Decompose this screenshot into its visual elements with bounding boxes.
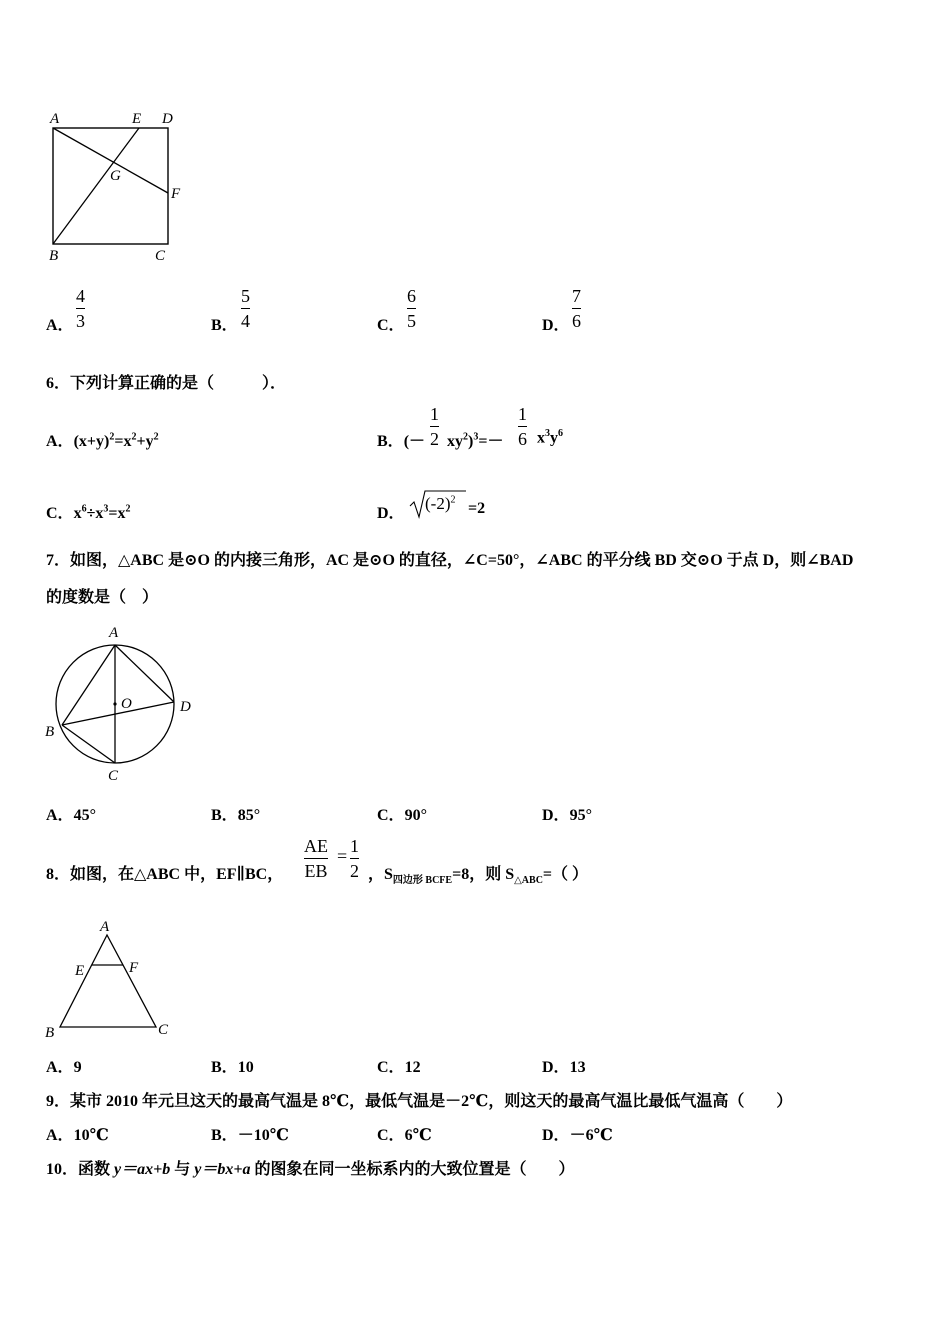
line-ab <box>62 645 115 725</box>
label-d: D <box>180 699 191 715</box>
q8-option-c[interactable]: C．12 <box>377 1059 421 1076</box>
q8-stem-rest: ，$S_{四边形 BCFE}=8$，则 $S_{\triangle ABC}=$（ ） <box>368 866 589 887</box>
triangle-abc <box>60 935 156 1027</box>
q9-option-a[interactable]: A．10℃ <box>46 1127 109 1144</box>
label-c: C <box>155 248 166 264</box>
q6-option-b-tail: $x^3y^6$ <box>537 428 563 447</box>
q5-option-b[interactable]: B． <box>211 317 238 334</box>
label-c: C <box>108 768 119 784</box>
square-abcd <box>53 128 168 244</box>
line-bd <box>62 702 174 725</box>
q6-option-d-result: =2 <box>468 500 486 517</box>
q8-half-fraction: 1 2 <box>350 836 359 881</box>
q6-option-c[interactable]: C．$x^6\div x^3=x^2$ <box>46 503 131 522</box>
q5-option-d[interactable]: D． <box>542 317 570 334</box>
q6-option-b-frac1: 1 2 <box>430 404 439 449</box>
q9-option-c[interactable]: C．6℃ <box>377 1127 432 1144</box>
q6-stem: 6．下列计算正确的是（ ）． <box>46 375 287 392</box>
q6-option-b[interactable]: B．(－ <box>377 433 426 450</box>
q7-option-b[interactable]: B．85° <box>211 807 261 824</box>
q7-stem-line1: 7．如图，△ABC 是⊙O 的内接三角形，AC 是⊙O 的直径，∠C=50°，∠ABC 的平分线 BD 交⊙O 于点 D，则∠BAD <box>46 552 854 569</box>
label-a: A <box>109 625 119 641</box>
label-b: B <box>45 1025 55 1041</box>
label-b: B <box>49 248 59 264</box>
line-be <box>53 128 139 244</box>
q5-option-b-fraction: 5 4 <box>241 286 250 331</box>
q8-option-b[interactable]: B．10 <box>211 1059 254 1076</box>
q8-equals: = <box>337 846 348 866</box>
q5-option-c-fraction: 6 5 <box>407 286 416 331</box>
label-a: A <box>100 919 110 935</box>
label-f: F <box>171 186 181 202</box>
label-d: D <box>162 111 173 127</box>
q5-option-c[interactable]: C． <box>377 317 405 334</box>
label-c: C <box>158 1022 169 1038</box>
q6-option-b-frac2: 1 6 <box>518 404 527 449</box>
q5-option-a-fraction: 4 3 <box>76 286 85 331</box>
q9-option-d[interactable]: D．－6℃ <box>542 1127 613 1144</box>
label-b: B <box>45 724 55 740</box>
q7-circle-figure <box>40 620 210 785</box>
q6-option-b-rest: $xy^2)^3=-$ <box>447 431 504 450</box>
q8-ratio-fraction: AE EB <box>304 836 328 881</box>
q7-option-c[interactable]: C．90° <box>377 807 427 824</box>
q8-triangle-figure <box>40 915 180 1045</box>
q10-stem: 10．函数 y＝ax+b 与 y＝bx+a 的图象在同一坐标系内的大致位置是（ ） <box>46 1161 575 1178</box>
label-o: O <box>121 696 132 712</box>
label-g: G <box>110 168 121 184</box>
q8-stem-pre: 8．如图，在△ABC 中，EF∥BC， <box>46 866 284 883</box>
q9-option-b[interactable]: B．－10℃ <box>211 1127 289 1144</box>
center-dot <box>113 702 116 705</box>
q5-option-a[interactable]: A． <box>46 317 74 334</box>
label-f: F <box>129 960 139 976</box>
q8-option-d[interactable]: D．13 <box>542 1059 586 1076</box>
q7-option-a[interactable]: A．45° <box>46 807 96 824</box>
label-e: E <box>75 963 85 979</box>
q7-option-d[interactable]: D．95° <box>542 807 592 824</box>
q8-option-a[interactable]: A．9 <box>46 1059 82 1076</box>
q10-function-1: y＝ax+b <box>114 1161 171 1178</box>
q6-option-d-radicand: $(-2)^2$ <box>425 494 456 513</box>
q5-square-figure <box>40 105 200 270</box>
q7-stem-line2: 的度数是（ ） <box>46 589 159 606</box>
q10-function-2: y＝bx+a <box>194 1161 251 1178</box>
q6-option-d[interactable]: D． <box>377 505 405 522</box>
q6-option-a[interactable]: A．$(x+y)^2=x^2+y^2$ <box>46 431 159 450</box>
q5-option-d-fraction: 7 6 <box>572 286 581 331</box>
q9-stem: 9．某市 2010 年元旦这天的最高气温是 8℃，最低气温是－2℃，则这天的最高气温比最低气温高（ ） <box>46 1093 793 1110</box>
label-e: E <box>132 111 142 127</box>
label-a: A <box>50 111 60 127</box>
